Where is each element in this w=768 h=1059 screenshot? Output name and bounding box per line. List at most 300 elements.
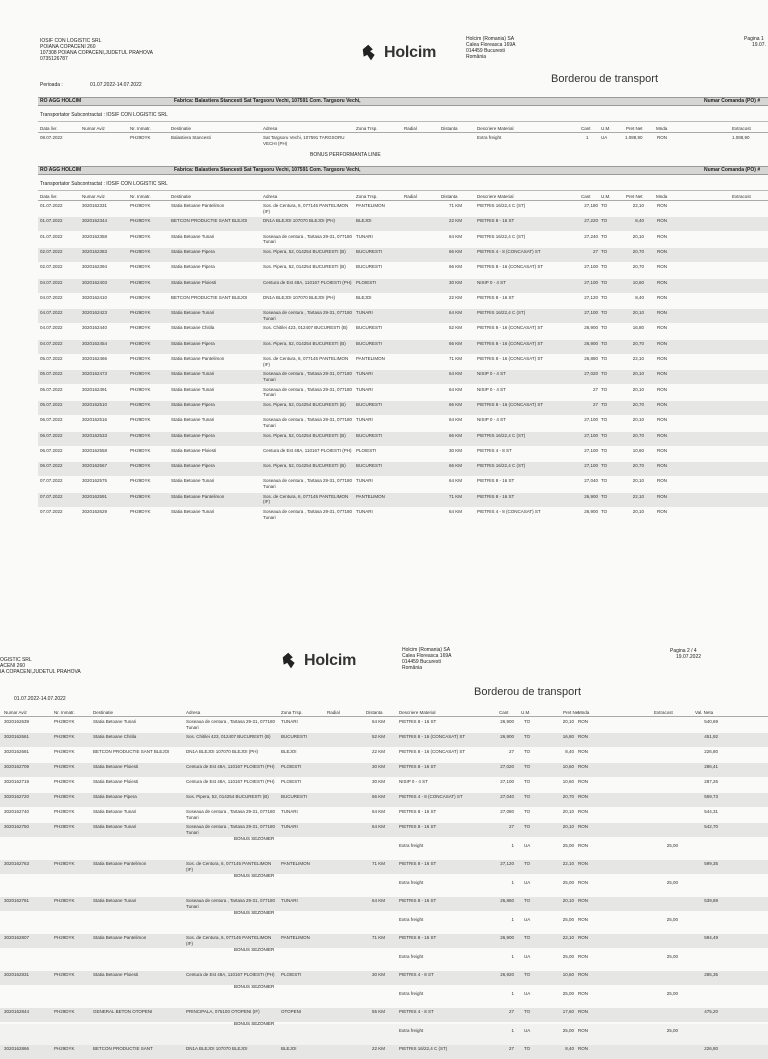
table-cell: PH29DYK xyxy=(130,203,151,208)
column-header: Nr. Inmatr. xyxy=(130,126,151,131)
table-cell: 10,60 xyxy=(632,279,644,285)
table-row xyxy=(0,763,768,777)
table-cell: 22,10 xyxy=(632,493,644,499)
table-cell: NISIP 0 - 4 ST xyxy=(399,779,428,784)
table-cell: TO xyxy=(601,478,608,484)
table-cell: 26,900 xyxy=(584,493,598,499)
table-cell: 3020162807 xyxy=(4,935,30,940)
table-cell: UA xyxy=(524,880,531,885)
holcim-street: Calea Floreasca 169A xyxy=(466,42,516,48)
table-cell: 20,70 xyxy=(632,432,644,438)
table-cell: PIETRIS 4 - 8 (CONCASAT) ST xyxy=(477,248,541,254)
table-cell: PRINCIPALA, 075100 OTOPENI (IF) xyxy=(186,1009,260,1014)
table-cell: 04.07.2022 xyxy=(40,340,63,346)
table-cell: Soseaua de centura , Tartasa 29-31, 077180 Tunari xyxy=(263,417,352,428)
table-cell: TO xyxy=(601,233,608,239)
table-cell: PH29DYK xyxy=(54,734,75,739)
column-header: U.M. xyxy=(601,126,611,131)
table-cell: PIETRIS 16/22,4 C (ST) xyxy=(477,310,526,316)
table-cell: 25,00 xyxy=(562,991,574,996)
holcim-logo-icon xyxy=(280,650,302,672)
table-cell: 20,10 xyxy=(632,371,644,377)
column-header: Mnda xyxy=(656,126,668,131)
table-cell: Extra freight xyxy=(399,843,424,848)
table-cell: 26,880 xyxy=(584,356,598,361)
table-row xyxy=(0,778,768,792)
table-cell: 64 KM xyxy=(448,417,462,423)
transport-sheet-page-2 xyxy=(0,600,768,1051)
table-cell: 64 KM xyxy=(448,478,462,484)
table-cell: 3020162844 xyxy=(4,1009,30,1014)
table-cell: Statia Betoane Tunari xyxy=(93,809,137,814)
table-cell: TO xyxy=(601,371,608,377)
table-cell: PANTELIMON xyxy=(356,356,385,361)
table-cell: BUCURESTI xyxy=(356,248,383,254)
table-cell: Statia Betoane Pipera xyxy=(171,401,215,407)
table-cell: TO xyxy=(601,386,608,392)
table-cell: 10,60 xyxy=(562,972,574,977)
table-cell: BUCURESTI xyxy=(356,264,383,270)
table-cell: Statia Betoane Ploiesti xyxy=(93,972,139,977)
table-cell: 20,70 xyxy=(632,248,644,254)
table-cell: TO xyxy=(601,463,608,469)
table-cell: 20,10 xyxy=(632,233,644,239)
column-header: Distanta xyxy=(366,710,383,715)
table-cell: 05.07.2022 xyxy=(40,356,63,361)
table-cell: BETCON PRODUCTIE SANT xyxy=(93,1046,153,1051)
table-row xyxy=(38,340,768,354)
divider xyxy=(38,121,768,122)
table-header xyxy=(38,126,768,133)
table-cell: 25,00 xyxy=(666,991,678,996)
table-cell: 04.07.2022 xyxy=(40,279,63,285)
table-row xyxy=(0,897,768,911)
table-cell: UA xyxy=(524,843,531,848)
table-cell: 599,35 xyxy=(704,861,718,866)
company-address-2: 107308 POIANA COPACENI,JUDETUL PRAHOVA xyxy=(40,50,154,56)
table-row xyxy=(0,823,768,837)
column-header: Numar Aviz xyxy=(4,710,27,715)
table-cell: 27,100 xyxy=(584,463,598,469)
table-cell: 20,70 xyxy=(632,401,644,407)
table-row xyxy=(38,493,768,507)
period-value: 01.07.2022-14.07.2022 xyxy=(90,82,142,88)
table-cell: RON xyxy=(657,432,667,438)
section-band xyxy=(38,166,768,175)
table-cell: 25,00 xyxy=(666,843,678,848)
table-row xyxy=(38,233,768,247)
table-cell: 27 xyxy=(592,401,598,407)
table-cell: TO xyxy=(524,1009,531,1014)
factory: Fabrica: Balastiera Stancesti Sat Targsoru Vechi, 107591 Com. Targsoru Vechi, xyxy=(174,167,361,173)
table-cell: 10,60 xyxy=(632,447,644,453)
table-cell: PIETRIS 8 - 16 (CONCASAT) ST xyxy=(477,325,544,331)
table-cell: 26,920 xyxy=(500,972,514,977)
table-cell: RON xyxy=(578,1009,588,1014)
table-cell: TO xyxy=(601,401,608,407)
table-cell: 594,49 xyxy=(704,935,718,940)
table-cell: 64 KM xyxy=(448,386,462,392)
column-header: Cant xyxy=(581,194,591,199)
table-cell: 8,40 xyxy=(565,1046,574,1051)
table-cell: 64 KM xyxy=(371,824,385,829)
table-cell: Statia Betoane Tunari xyxy=(93,824,137,829)
column-header: Zona Trsp. xyxy=(356,194,378,199)
table-row xyxy=(38,355,768,369)
table-row xyxy=(38,324,768,338)
table-cell: 25,00 xyxy=(666,880,678,885)
table-cell: 05.07.2022 xyxy=(40,386,63,392)
table-cell: 3020162533 xyxy=(82,432,108,438)
table-cell: PIETRIS 4 - 8 (CONCASAT) ST xyxy=(477,509,541,514)
table-cell: PH29DYK xyxy=(130,401,151,407)
table-cell: 27 xyxy=(508,1046,514,1051)
table-row xyxy=(0,808,768,822)
holcim-street: Calea Floreasca 169A xyxy=(402,653,452,659)
table-cell: 64 KM xyxy=(448,233,462,239)
table-cell: 226,80 xyxy=(704,749,718,754)
table-row xyxy=(38,134,768,148)
table-cell: TO xyxy=(601,325,608,331)
table-cell: RON xyxy=(657,218,667,224)
table-cell: 71 KM xyxy=(371,861,385,866)
table-cell: Extra freight xyxy=(399,991,424,996)
table-cell: PIETRIS 8 - 16 (CONCASAT) ST xyxy=(399,749,466,754)
table-cell: Statia Betoane Chitila xyxy=(93,734,137,739)
table-row xyxy=(38,263,768,277)
column-header: Adresa xyxy=(263,126,278,131)
table-cell: PIETRIS 8 - 16 (CONCASAT) ST xyxy=(477,356,544,361)
extra-freight-row xyxy=(0,842,768,856)
table-cell: 02.07.2022 xyxy=(40,248,63,254)
table-cell: 1 xyxy=(511,1028,514,1033)
table-cell: PIETRIS 16/22,4 C (ST) xyxy=(477,463,526,469)
table-cell: PH29DYK xyxy=(130,294,151,300)
table-cell: BLEJOI xyxy=(356,294,372,300)
table-cell: Statia Betoane Pipera xyxy=(93,794,137,799)
table-cell: TO xyxy=(601,203,608,208)
table-cell: 27,020 xyxy=(584,371,598,377)
table-cell: BUCURESTI xyxy=(281,734,308,739)
table-cell: PH29DYK xyxy=(130,432,151,438)
column-header: Adresa xyxy=(263,194,278,199)
table-row xyxy=(38,202,768,216)
table-cell: 542,70 xyxy=(704,824,718,829)
cell-extracost: 1.088,90 xyxy=(732,135,750,140)
table-cell: 05.07.2022 xyxy=(40,401,63,407)
table-cell: 20,70 xyxy=(632,463,644,469)
table-cell: Statia Betoane Tunari xyxy=(171,386,215,392)
table-cell: BUCURESTI xyxy=(356,340,383,346)
table-row xyxy=(0,934,768,948)
table-row xyxy=(38,279,768,293)
table-cell: TUNARI xyxy=(356,386,373,392)
table-cell: 66 KM xyxy=(448,340,462,346)
table-cell: Statia Betoane Pantelimon xyxy=(171,356,225,361)
table-cell: 27 xyxy=(508,824,514,829)
table-cell: 27 xyxy=(592,386,598,392)
table-cell: PH29DYK xyxy=(130,325,151,331)
table-cell: TO xyxy=(601,264,608,270)
table-cell: PH29DYK xyxy=(130,279,151,285)
table-cell: 285,35 xyxy=(704,972,718,977)
table-row xyxy=(38,432,768,446)
holcim-logo-text: Holcim xyxy=(384,44,437,61)
cell-plate: PH29DYK xyxy=(130,135,151,140)
table-cell: TUNARI xyxy=(356,371,373,377)
table-cell: 3020162491 xyxy=(82,386,108,392)
column-header: Extracost xyxy=(732,126,751,131)
table-cell: BUCURESTI xyxy=(356,463,383,469)
table-cell: OTOPENI xyxy=(281,1009,302,1014)
table-cell: Statia Betoane Pantelimon xyxy=(93,861,147,866)
table-cell: NISIP 0 - 4 ST xyxy=(477,417,506,423)
table-cell: PH29DYK xyxy=(130,371,151,377)
table-cell: Centura de Est 48A, 110167 PLOIESTI (PH) xyxy=(186,972,275,977)
table-row xyxy=(0,971,768,985)
bonus-label: BONUS SEZONIER xyxy=(234,1021,275,1026)
bonus-label: BONUS SEZONIER xyxy=(234,910,275,915)
table-cell: RON xyxy=(657,279,667,285)
table-cell: Sos. Chitilei 423, 012407 BUCURESTI (B) xyxy=(186,734,271,739)
table-cell: 20,70 xyxy=(562,794,574,799)
table-cell: 22 KM xyxy=(448,218,462,224)
table-cell: 3020162639 xyxy=(4,719,30,724)
table-cell: 06.07.2022 xyxy=(40,447,63,453)
table-cell: Statia Betoane Pantelimon xyxy=(171,493,225,499)
column-header: Numar Aviz xyxy=(82,194,105,199)
table-cell: Statia Betoane Pantelimon xyxy=(93,935,147,940)
table-cell: 25,00 xyxy=(666,917,678,922)
table-cell: 27,040 xyxy=(500,794,514,799)
table-cell: PH29DYK xyxy=(130,463,151,469)
table-cell: PH29DYK xyxy=(54,898,75,903)
table-cell: 8,40 xyxy=(635,294,644,300)
column-header: Radial xyxy=(404,194,417,199)
table-cell: PH29DYK xyxy=(54,719,75,724)
table-cell: Statia Betoane Tunari xyxy=(171,509,215,514)
table-cell: 27,220 xyxy=(584,218,598,224)
table-cell: 26,860 xyxy=(500,898,514,903)
table-cell: Statia Betoane Ploiesti xyxy=(93,764,139,769)
table-cell: RON xyxy=(657,493,667,499)
table-cell: PH29DYK xyxy=(130,493,151,499)
table-cell: PIETRIS 4 - 8 ST xyxy=(477,447,512,453)
table-cell: 26,900 xyxy=(500,734,514,739)
table-row xyxy=(0,718,768,732)
column-header: Pret Net xyxy=(626,126,643,131)
table-cell: Statia Betoane Tunari xyxy=(93,898,137,903)
table-cell: BUCURESTI xyxy=(356,432,383,438)
table-cell: 26,900 xyxy=(500,719,514,724)
page-date: 19.07.2022 xyxy=(676,654,702,660)
table-cell: 3020162567 xyxy=(82,463,108,469)
company-name: IOSIF CON LOGISTIC SRL xyxy=(40,38,102,44)
table-cell: Soseaua de centura , Tartasa 29-31, 077180 Tunari xyxy=(186,898,275,909)
table-cell: Sos. Pipera, 52, 014254 BUCURESTI (B) xyxy=(263,432,346,438)
column-header: Mnda xyxy=(656,194,668,199)
table-cell: PIETRIS 8 - 16 ST xyxy=(399,809,437,814)
table-cell: Soseaua de centura , Tartasa 29-31, 077180 Tunari xyxy=(186,719,275,730)
table-cell: BUCURESTI xyxy=(281,794,308,799)
table-cell: PIETRIS 8 - 16 ST xyxy=(477,493,515,499)
table-cell: 25,00 xyxy=(666,954,678,959)
table-cell: 3020162403 xyxy=(82,279,108,285)
column-header: Adresa xyxy=(186,710,201,715)
table-cell: 26,900 xyxy=(584,325,598,331)
table-cell: 16,80 xyxy=(562,734,574,739)
table-cell: Sos. de Centura, 6, 077145 PANTELIMON (IF) xyxy=(263,356,349,367)
table-cell: RON xyxy=(578,734,588,739)
table-cell: PH29DYK xyxy=(130,233,151,239)
table-cell: TO xyxy=(524,972,531,977)
column-header: Nr. Inmatr. xyxy=(54,710,75,715)
table-cell: Centura de Est 48A, 110167 PLOIESTI (PH) xyxy=(186,779,275,784)
table-cell: 66 KM xyxy=(448,432,462,438)
table-cell: TO xyxy=(601,432,608,438)
bonus-label: BONUS SEZONIER xyxy=(234,873,275,878)
table-cell: 540,69 xyxy=(704,719,718,724)
table-cell: Centura de Est 48A, 110167 PLOIESTI (PH) xyxy=(263,279,352,285)
table-cell: 25,00 xyxy=(562,843,574,848)
column-header: Descriere Material xyxy=(477,194,514,199)
bonus-label: BONUS SEZONIER xyxy=(234,836,275,841)
holcim-logo-icon xyxy=(360,42,382,64)
table-cell: BUCURESTI xyxy=(356,401,383,407)
table-cell: 27,100 xyxy=(584,447,598,453)
table-cell: RON xyxy=(657,340,667,346)
transporter: Transportator Subcontractat : IOSIF CON LOGISTIC SRL xyxy=(40,112,168,118)
table-cell: PH29DYK xyxy=(130,386,151,392)
column-header: Data livr. xyxy=(40,126,58,131)
table-cell: TO xyxy=(601,248,608,254)
table-cell: 26,900 xyxy=(500,935,514,940)
table-cell: 06.07.2022 xyxy=(40,463,63,469)
table-cell: 287,26 xyxy=(704,779,718,784)
column-header: U.M. xyxy=(601,194,611,199)
table-cell: 07.07.2022 xyxy=(40,509,63,514)
table-cell: Soseaua de centura , Tartasa 29-31, 077180 Tunari xyxy=(263,310,352,321)
table-row xyxy=(38,416,768,430)
table-cell: BLEJOI xyxy=(281,1046,297,1051)
table-cell: 3020162575 xyxy=(82,478,108,484)
table-cell: Sos. Pipera, 52, 014254 BUCURESTI (B) xyxy=(263,401,346,407)
table-cell: Sos. Chitilei 423, 012407 BUCURESTI (B) xyxy=(263,325,348,331)
table-cell: 20,70 xyxy=(632,264,644,270)
table-cell: RON xyxy=(657,294,667,300)
table-cell: PLOIESTI xyxy=(356,447,377,453)
table-cell: 27,120 xyxy=(500,861,514,866)
table-cell: PIETRIS 8 - 16 (CONCASAT) ST xyxy=(477,264,544,270)
table-cell: Soseaua de centura , Tartasa 29-31, 077180 Tunari xyxy=(263,371,352,382)
extra-freight-row xyxy=(0,953,768,967)
table-cell: 27,180 xyxy=(584,203,598,208)
transporter: Transportator Subcontractat : IOSIF CON LOGISTIC SRL xyxy=(40,181,168,187)
table-cell: TO xyxy=(601,509,608,514)
table-cell: 226,80 xyxy=(704,1046,718,1051)
table-cell: PIETRIS 8 - 16 (CONCASAT) ST xyxy=(477,401,544,407)
table-cell: RON xyxy=(578,991,588,996)
table-cell: PH29DYK xyxy=(130,310,151,316)
cell-currency: RON xyxy=(657,135,667,140)
table-cell: PIETRIS 8 - 16 ST xyxy=(399,935,437,940)
table-cell: 20,10 xyxy=(632,386,644,392)
table-cell: 30 KM xyxy=(371,972,385,977)
divider xyxy=(38,190,768,191)
table-cell: TO xyxy=(524,764,531,769)
table-cell: PH29DYK xyxy=(54,972,75,977)
table-cell: PH29DYK xyxy=(54,764,75,769)
table-cell: PIETRIS 4 - 8 (CONCASAT) ST xyxy=(399,794,463,799)
table-cell: 30 KM xyxy=(448,447,462,453)
table-cell: TO xyxy=(601,310,608,316)
table-cell: 559,73 xyxy=(704,794,718,799)
cell-unit: UA xyxy=(601,135,608,140)
table-cell: TO xyxy=(601,417,608,423)
table-cell: RON xyxy=(657,463,667,469)
cell-price: 1.088,90 xyxy=(625,135,643,140)
table-cell: 27 xyxy=(508,1009,514,1014)
table-cell: 20,10 xyxy=(562,898,574,903)
table-cell: 52 KM xyxy=(448,325,462,331)
table-cell: TUNARI xyxy=(356,233,373,239)
holcim-logo-text: Holcim xyxy=(304,652,357,669)
table-cell: RON xyxy=(657,248,667,254)
table-cell: PIETRIS 8 - 16 ST xyxy=(399,719,437,724)
column-header: Pret Net xyxy=(563,710,580,715)
table-cell: RON xyxy=(578,764,588,769)
table-cell: 27,100 xyxy=(584,279,598,285)
table-cell: Extra freight xyxy=(399,1028,424,1033)
table-cell: Centura de Est 48A, 110167 PLOIESTI (PH) xyxy=(186,764,275,769)
table-cell: RON xyxy=(578,749,588,754)
extra-freight-row xyxy=(0,879,768,893)
company-address-2: IA COPACENI,JUDETUL PRAHOVA xyxy=(0,669,81,675)
bonus-label: BONUS SEZONIER xyxy=(234,947,275,952)
table-cell: BETCON PRODUCTIE SANT BLEJOI xyxy=(171,294,248,300)
table-cell: RON xyxy=(657,417,667,423)
table-cell: 27,040 xyxy=(584,478,598,484)
table-cell: TO xyxy=(524,734,531,739)
bonus-label: BONUS PERFORMANTA LINIE xyxy=(310,152,381,158)
table-cell: 30 KM xyxy=(371,764,385,769)
table-cell: TO xyxy=(601,447,608,453)
period-label: Perioada : xyxy=(40,82,63,88)
table-cell: Statia Betoane Pipera xyxy=(171,264,215,270)
table-cell: RON xyxy=(657,310,667,316)
table-cell: 25,00 xyxy=(562,1028,574,1033)
table-cell: PIETRIS 8 - 16 ST xyxy=(399,898,437,903)
table-cell: PH29DYK xyxy=(54,794,75,799)
table-cell: PANTELIMON xyxy=(356,493,385,499)
table-cell: PIETRIS 8 - 16 ST xyxy=(399,861,437,866)
table-cell: 544,31 xyxy=(704,809,718,814)
column-header: Destinatie xyxy=(171,126,192,131)
table-cell: 3020162344 xyxy=(82,218,108,224)
table-cell: 3020162383 xyxy=(82,248,108,254)
column-header: Descriere Material xyxy=(399,710,436,715)
table-cell: RON xyxy=(657,264,667,270)
table-cell: 01.07.2022 xyxy=(40,233,63,239)
table-cell: 22,10 xyxy=(562,861,574,866)
extra-freight-row xyxy=(0,916,768,930)
table-cell: 30 KM xyxy=(448,279,462,285)
table-cell: 66 KM xyxy=(448,463,462,469)
order-number-label: Numar Comanda (PO) # xyxy=(704,98,761,104)
table-cell: 1 xyxy=(511,954,514,959)
table-cell: RON xyxy=(578,898,588,903)
holcim-country: România xyxy=(402,665,423,671)
